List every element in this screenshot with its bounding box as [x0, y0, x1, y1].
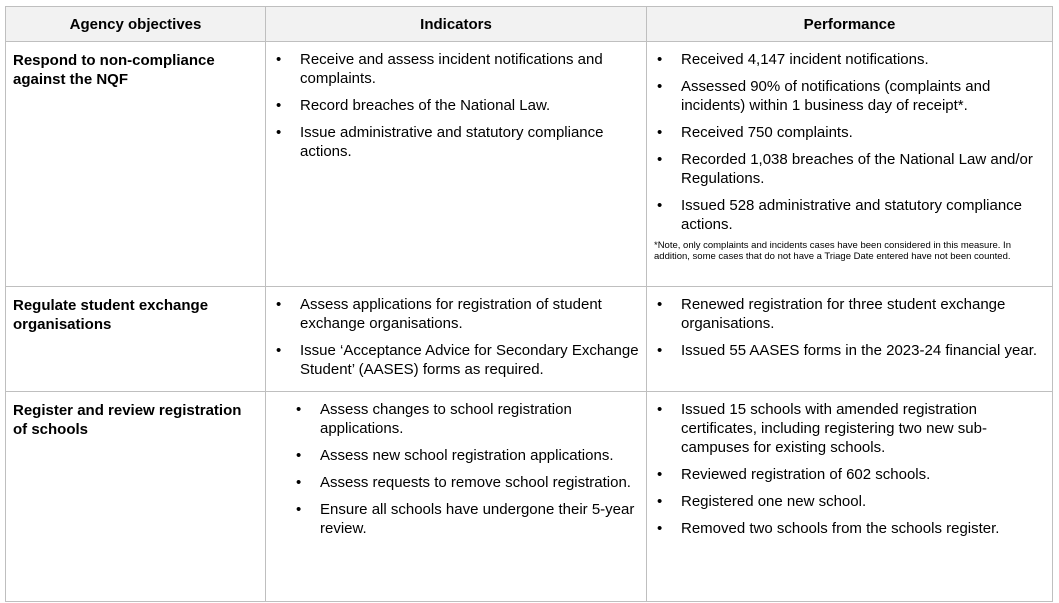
list-item: • Recorded 1,038 breaches of the National Law and/or Regulations.: [647, 150, 1048, 188]
list-item: • Registered one new school.: [647, 492, 1048, 511]
list-item: • Issued 15 schools with amended registration certificates, including registering two new sub-campuses for existing schools.: [647, 400, 1048, 457]
list-item: • Received 750 complaints.: [647, 123, 1048, 142]
list-item: • Assessed 90% of notifications (complaints and incidents) within 1 business day of receipt*.: [647, 77, 1048, 115]
footnote: *Note, only complaints and incidents cases have been considered in this measure. In addition, some cases that do not have a Triage Date entered have not been counted.: [654, 240, 1011, 262]
indicators-cell: [266, 392, 647, 602]
list-item: • Renewed registration for three student exchange organisations.: [647, 295, 1048, 333]
list-item: • Assess requests to remove school registration.: [266, 473, 642, 492]
list-item: • Assess applications for registration of student exchange organisations.: [266, 295, 642, 333]
header-performance: Performance: [647, 7, 1053, 42]
performance-cell: [647, 287, 1053, 392]
indicator-list: [266, 295, 642, 379]
list-item: • Assess changes to school registration applications.: [266, 400, 642, 438]
performance-list: [647, 295, 1048, 360]
list-item: • Issue administrative and statutory compliance actions.: [266, 123, 642, 161]
list-item: • Reviewed registration of 602 schools.: [647, 465, 1048, 484]
list-item: • Receive and assess incident notifications and complaints.: [266, 50, 642, 88]
list-item: • Record breaches of the National Law.: [266, 96, 642, 115]
performance-list: [647, 400, 1048, 538]
list-item: • Received 4,147 incident notifications.: [647, 50, 1048, 69]
objective-cell: Regulate student exchange organisations: [6, 287, 266, 392]
performance-list: [647, 50, 1048, 234]
objectives-table: [5, 6, 1053, 602]
indicator-list: [266, 50, 642, 161]
table-row: [6, 392, 1053, 602]
list-item: • Issued 55 AASES forms in the 2023-24 financial year.: [647, 341, 1048, 360]
performance-cell: [647, 42, 1053, 287]
indicator-list: [266, 400, 642, 538]
header-indicators: Indicators: [266, 7, 647, 42]
table-row: [6, 42, 1053, 287]
list-item: • Issue ‘Acceptance Advice for Secondary Exchange Student’ (AASES) forms as required.: [266, 341, 642, 379]
objective-cell: Register and review registration of schools: [6, 392, 266, 602]
indicators-cell: [266, 42, 647, 287]
indicators-cell: [266, 287, 647, 392]
list-item: • Removed two schools from the schools register.: [647, 519, 1048, 538]
list-item: • Assess new school registration applications.: [266, 446, 642, 465]
performance-cell: [647, 392, 1053, 602]
list-item: • Ensure all schools have undergone their 5-year review.: [266, 500, 642, 538]
objective-cell: Respond to non-compliance against the NQF: [6, 42, 266, 287]
header-row: [6, 7, 1053, 42]
table-row: [6, 287, 1053, 392]
header-agency-objectives: Agency objectives: [6, 7, 266, 42]
list-item: • Issued 528 administrative and statutory compliance actions.: [647, 196, 1048, 234]
